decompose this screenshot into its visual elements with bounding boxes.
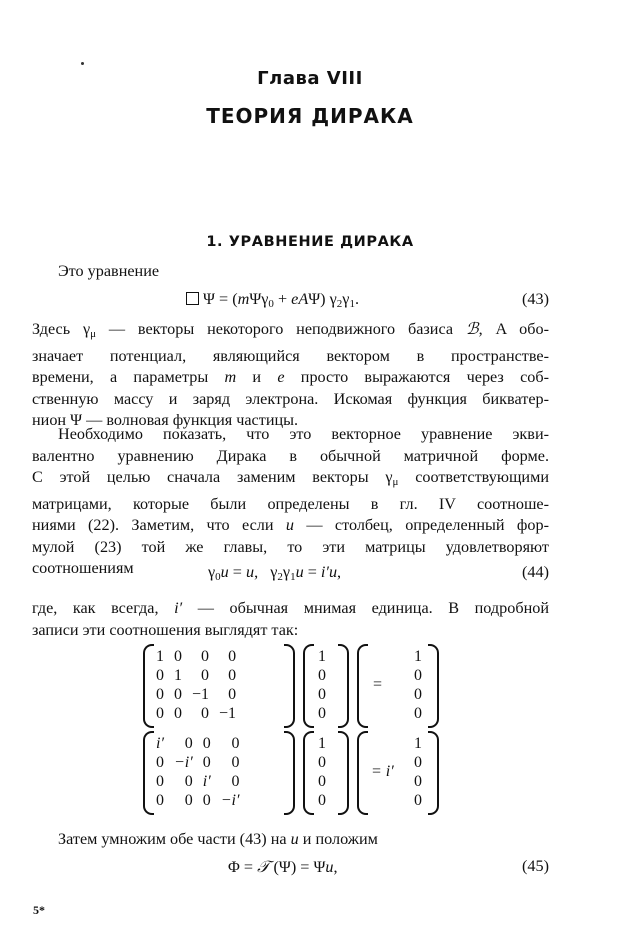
matrix-cell: −i′ [220, 792, 240, 809]
paragraph-4: Затем умножим обе части (43) на u и положим [58, 830, 378, 848]
gamma2gamma1-matrix [143, 731, 295, 815]
paragraph-2: Необходимо показать, что это векторное уравнение экви- валентно уравнению Дирака в обычной матричной форме. С этой целью сначала заменим векторы $\gamma_\mu$ соответствующими матрицами, которые были определены в гл. IV соотноше- ниями (22). Заметим, что если u — столбец, определенный фор- мулой (23) той же главы, то эти матрицы удовлетворяют соотношениям [32, 425, 549, 577]
paragraph-3: где, как всегда, i′ — обычная мнимая единица. В подробной записи эти соотношения выглядят так: [32, 599, 549, 639]
page-signature: 5* [33, 903, 45, 917]
chapter-title: ТЕОРИЯ ДИРАКА [206, 104, 414, 128]
column-cell: 0 [414, 773, 422, 790]
matrix-cell: i′ [202, 773, 211, 790]
matrix-cell: 0 [184, 735, 193, 752]
matrix-cell: 0 [231, 754, 240, 771]
scan-speck [81, 62, 84, 65]
matrix-cell: 0 [184, 792, 193, 809]
matrix-cell: 1 [156, 648, 164, 665]
u-column-1 [303, 644, 349, 728]
matrix-cell: 0 [201, 648, 210, 665]
matrix-cell: 0 [231, 735, 240, 752]
matrix-cell: 0 [174, 648, 182, 665]
matrix-cell: 0 [228, 667, 237, 684]
equation-44: $\gamma_0u = u$, $\gamma_2\gamma_1u = i'u$, [208, 563, 342, 583]
column-cell: 1 [414, 735, 422, 752]
result-column-2 [357, 731, 439, 815]
matrix-cell: 0 [156, 667, 164, 684]
column-cell: 0 [318, 792, 326, 809]
equation-43: Ψ = (mΨγ$_0$ + eAΨ) $\gamma_2\gamma_1$. [186, 290, 359, 310]
matrix-cell: −1 [219, 705, 237, 722]
matrix-cell: 0 [174, 705, 182, 722]
result-column-1 [357, 644, 439, 728]
column-cell: 0 [318, 773, 326, 790]
equals-i-prime: = i′ [371, 763, 394, 780]
section-heading: 1. УРАВНЕНИЕ ДИРАКА [206, 234, 414, 250]
column-cell: 0 [318, 667, 326, 684]
matrix-cell: 0 [202, 792, 211, 809]
column-cell: 1 [318, 648, 326, 665]
column-cell: 0 [414, 754, 422, 771]
matrix-cell: 0 [156, 773, 164, 790]
matrix-cell: 0 [202, 754, 211, 771]
matrix-cell: 0 [184, 773, 193, 790]
matrix-cell: 0 [202, 735, 211, 752]
equation-45-number: (45) [522, 857, 549, 875]
u-column-2 [303, 731, 349, 815]
equation-44-number: (44) [522, 563, 549, 581]
column-cell: 0 [414, 792, 422, 809]
matrix-cell: i′ [156, 735, 164, 752]
matrix-cell: 0 [156, 754, 164, 771]
column-cell: 0 [318, 705, 326, 722]
column-cell: 0 [414, 686, 422, 703]
matrix-cell: 0 [228, 648, 237, 665]
column-cell: 0 [318, 686, 326, 703]
matrix-cell: 0 [231, 773, 240, 790]
matrix-cell: 0 [156, 705, 164, 722]
matrix-cell: 0 [228, 686, 237, 703]
matrix-cell: 0 [201, 705, 210, 722]
column-cell: 0 [414, 705, 422, 722]
equation-45: Φ = 𝒯 (Ψ) = Ψu, [228, 857, 338, 876]
matrix-cell: −i′ [174, 754, 193, 771]
column-cell: 1 [318, 735, 326, 752]
equation-43-number: (43) [522, 290, 549, 308]
equals-sign-1: = [373, 676, 383, 693]
column-cell: 0 [318, 754, 326, 771]
paragraph-1: Здесь $\gamma_\mu$ — векторы некоторого неподвижного базиса ℬ, A обо- значает потенциал, являющийся вектором в пространстве- времени, а параметры m и e просто выражаются через соб- ственную массу и заряд электрона. Искомая функция бикватер- нион Ψ — волновая функция частицы. [32, 319, 549, 429]
matrix-cell: 1 [174, 667, 182, 684]
matrix-cell: 0 [156, 686, 164, 703]
column-cell: 0 [414, 667, 422, 684]
matrix-cell: 0 [174, 686, 182, 703]
intro-text: Это уравнение [58, 262, 160, 280]
gamma0-matrix [143, 644, 295, 728]
column-cell: 1 [414, 648, 422, 665]
matrix-cell: 0 [201, 667, 210, 684]
chapter-heading: Глава VIII [257, 68, 363, 89]
matrix-cell: −1 [192, 686, 210, 703]
matrix-cell: 0 [156, 792, 164, 809]
